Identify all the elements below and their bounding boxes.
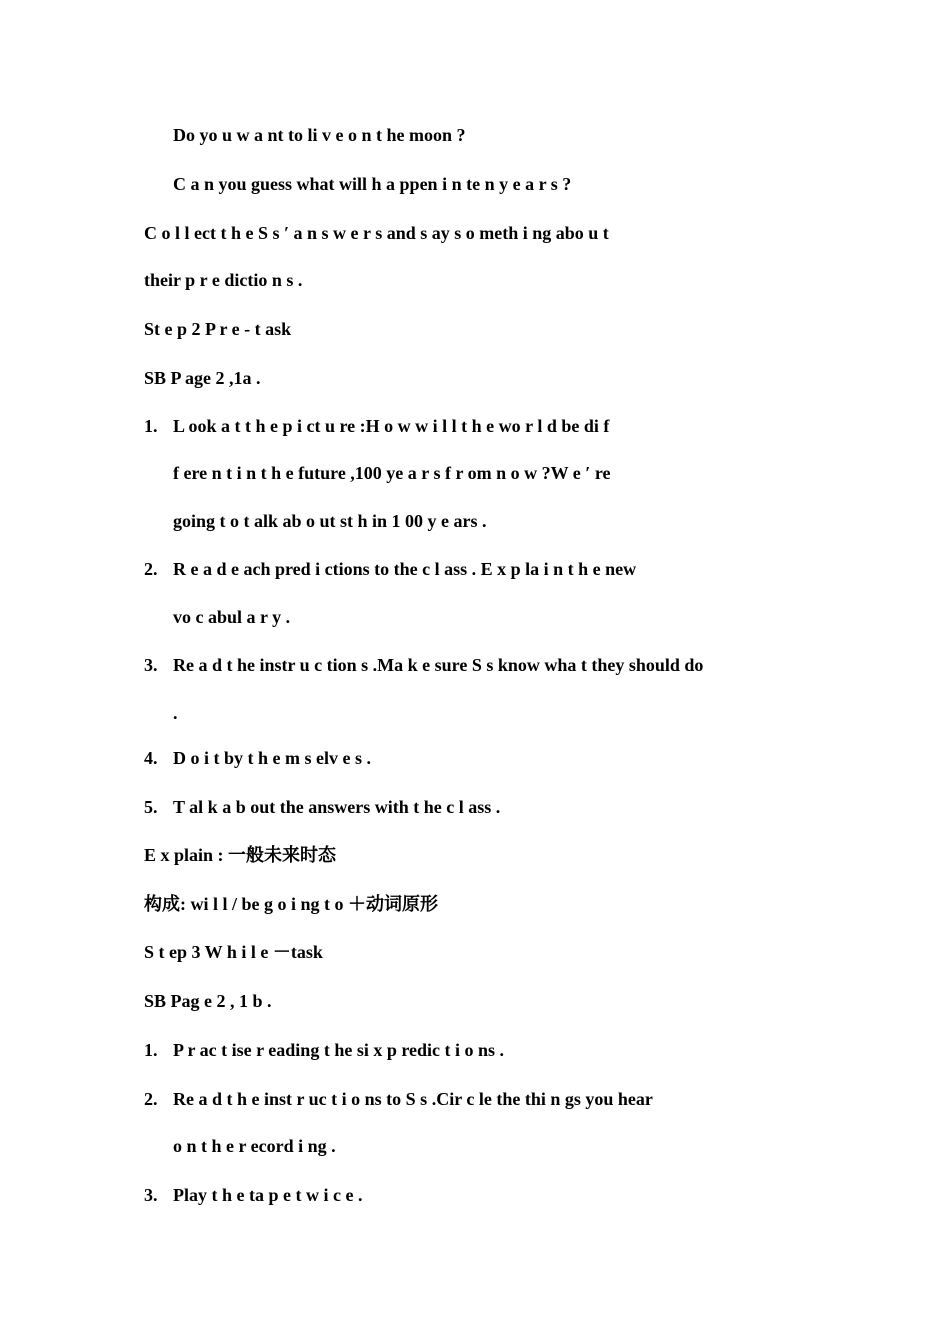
item-1-text-a: L ook a t t h e p i ct u re :H o w w i l l t h e wo r l d be di f (173, 416, 610, 436)
item-5-text: T al k a b out the answers with t he c l ass . (173, 797, 501, 817)
instruction-line-1: C o l l ect t h e S s ′ a n s w e r s and s ay s o meth i ng abo u t (144, 223, 609, 243)
item-4-number: 4. (144, 748, 158, 768)
sub-item-1-text: P r ac t ise r eading t he si x p redic t i o ns . (173, 1040, 504, 1060)
sub-item-2-text-b: o n t h e r ecord i ng . (173, 1136, 336, 1156)
item-4-text: D o i t by t h e m s elv e s . (173, 748, 371, 768)
item-2-number: 2. (144, 559, 158, 579)
item-3-text-a: Re a d t he instr u c tion s .Ma k e sure S s know wha t they should do (173, 655, 704, 675)
item-1-text-c: going t o t alk ab o ut st h in 1 00 y e ars . (173, 511, 487, 531)
instruction-line-2: their p r e dictio n s . (144, 270, 303, 290)
explain-line: E x plain : 一般未来时态 (144, 845, 337, 865)
structure-line: 构成: wi l l / be g o i ng t o ＋动词原形 (144, 894, 439, 914)
step-2-heading: St e p 2 P r e - t ask (144, 319, 292, 339)
question-line-2: C a n you guess what will h a ppen i n te n y e a r s ? (173, 174, 572, 194)
item-5-number: 5. (144, 797, 158, 817)
step-3-heading: S t ep 3 W h i l e －task (144, 942, 323, 962)
sub-item-3-text: Play t h e ta p e t w i c e . (173, 1185, 363, 1205)
sub-item-2-number: 2. (144, 1089, 158, 1109)
item-1-text-b: f ere n t i n t h e future ,100 ye a r s f r om n o w ?W e ′ re (173, 463, 611, 483)
question-line-1: Do yo u w a nt to li v e o n t he moon ? (173, 125, 466, 145)
sub-item-3-number: 3. (144, 1185, 158, 1205)
sb-page-reference-1a: SB P age 2 ,1a . (144, 368, 261, 388)
item-3-number: 3. (144, 655, 158, 675)
sub-item-2-text-a: Re a d t h e inst r uc t i o ns to S s .Cir c le the thi n gs you hear (173, 1089, 653, 1109)
item-2-text-a: R e a d e ach pred i ctions to the c l ass . E x p la i n t h e new (173, 559, 637, 579)
item-1-number: 1. (144, 416, 158, 436)
item-3-text-b: . (173, 703, 178, 723)
sb-page-reference-1b: SB Pag e 2 , 1 b . (144, 991, 272, 1011)
sub-item-1-number: 1. (144, 1040, 158, 1060)
item-2-text-b: vo c abul a r y . (173, 607, 291, 627)
